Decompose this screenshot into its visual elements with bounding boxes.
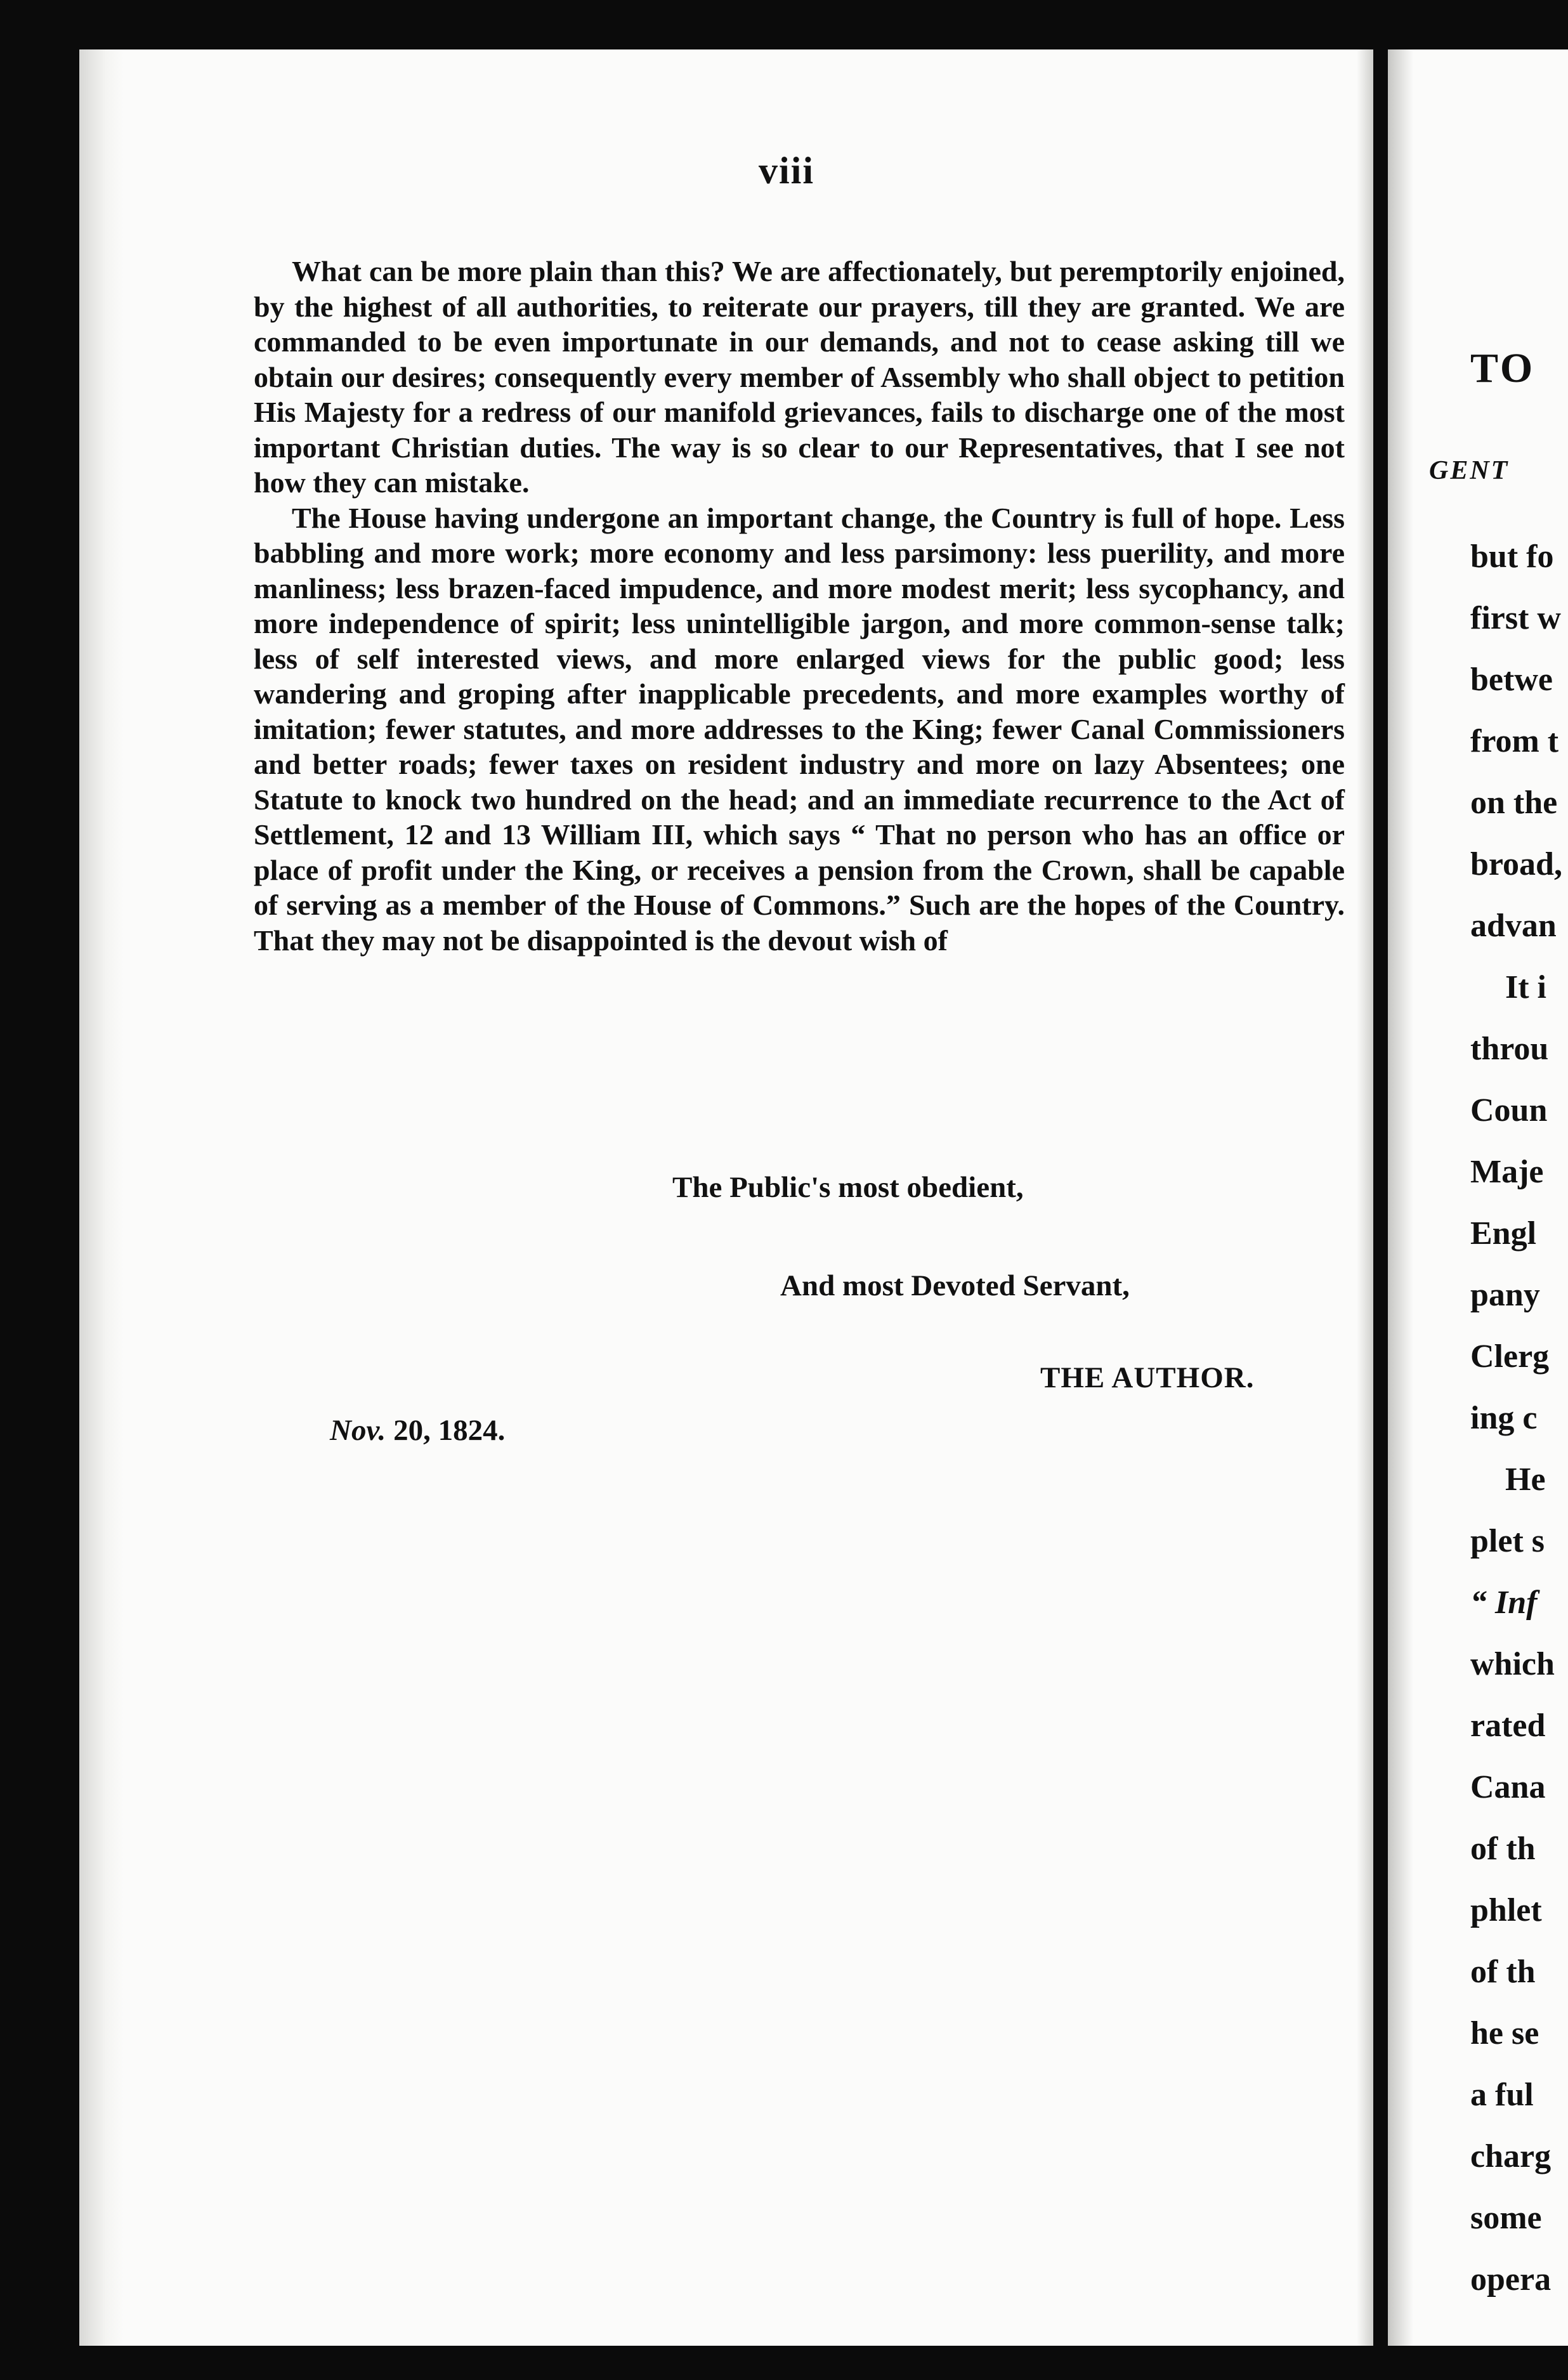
right-page-line: a ful [1470, 2077, 1534, 2113]
closing-servant: And most Devoted Servant, [780, 1269, 1130, 1302]
right-page-line: “ Inf [1470, 1585, 1538, 1621]
right-page-line: broad, [1470, 846, 1562, 882]
closing-salutation: The Public's most obedient, [672, 1171, 1024, 1204]
right-page-line: which [1470, 1646, 1555, 1682]
right-page-line: rated [1470, 1708, 1546, 1744]
right-page-line: of th [1470, 1954, 1536, 1990]
right-page-line: opera [1470, 2261, 1552, 2298]
right-page-line: on the [1470, 785, 1558, 821]
right-page-line: It i [1505, 969, 1546, 1005]
right-page-line: betwe [1470, 662, 1553, 698]
right-page-line: Coun [1470, 1092, 1548, 1128]
date-day-year: 20, 1824. [386, 1414, 506, 1447]
right-page-line: from t [1470, 723, 1559, 759]
paragraph-2: The House having undergone an important change, the Country is full of hope. Less babbling and more work; more economy and less parsimony: less puerility, and more manliness; less brazen-faced impudence, and more modest merit; less sycophancy, and more independence of spirit; less unintelligible jargon, and more common-sense talk; less of self interested views, and more enlarged views for the public good; less wandering and groping after inapplicable precedents, and more examples worthy of imitation; fewer statutes, and more addresses to the King; fewer Canal Commissioners and better roads; fewer taxes on resident industry and more on lazy Absentees; one Statute to knock two hundred on the head; and an immediate recurrence to the Act of Settlement, 12 and 13 William III, which says “ That no person who has an office or place of profit under the King, or receives a pension from the Crown, shall be capable of serving as a member of the House of Commons.” Such are the hopes of the Country. That they may not be disappointed is the devout wish of [254, 501, 1345, 957]
right-page-line: he se [1470, 2015, 1539, 2051]
paragraph-1: What can be more plain than this? We are affectionately, but peremptorily enjoined, by the highest of all authorities, to reiterate our prayers, till they are granted. We are commanded to be even importunate in our demands, and not to cease asking till we obtain our desires; consequently every member of Assembly who shall object to petition His Majesty for a redress of our manifold grievances, fails to discharge one of the most important Christian duties. The way is so clear to our Representatives, that I see not how they can mistake. [254, 255, 1345, 499]
date-line [330, 1413, 505, 1448]
right-page [1388, 49, 1568, 2346]
right-page-subheading: GENT [1429, 456, 1510, 485]
right-page-line: charg [1470, 2138, 1552, 2174]
date-month: Nov. [330, 1414, 386, 1447]
right-page-line: Engl [1470, 1215, 1537, 1252]
right-page-heading: TO [1470, 345, 1536, 391]
right-page-line: first w [1470, 600, 1561, 636]
spine-shadow [1357, 49, 1373, 2346]
right-spine-shadow [1388, 49, 1413, 2346]
right-page-line: some [1470, 2200, 1542, 2236]
right-page-line: He [1505, 1461, 1546, 1498]
right-page-line: but fo [1470, 539, 1554, 575]
right-page-line: pany [1470, 1277, 1540, 1313]
page-number: viii [758, 150, 814, 192]
page-edge-shadow [79, 49, 124, 2346]
right-page-line: ing c [1470, 1400, 1538, 1436]
right-page-line: Maje [1470, 1154, 1544, 1190]
right-page-line: advan [1470, 908, 1557, 944]
right-page-line: plet s [1470, 1523, 1545, 1559]
right-page-line: throu [1470, 1031, 1549, 1067]
right-page-line: Cana [1470, 1769, 1546, 1805]
right-page-line: of th [1470, 1831, 1536, 1867]
right-page-line: phlet [1470, 1892, 1542, 1928]
author-signature: THE AUTHOR. [1040, 1361, 1255, 1394]
right-page-line: Clerg [1470, 1338, 1550, 1375]
body-text [254, 254, 1345, 958]
